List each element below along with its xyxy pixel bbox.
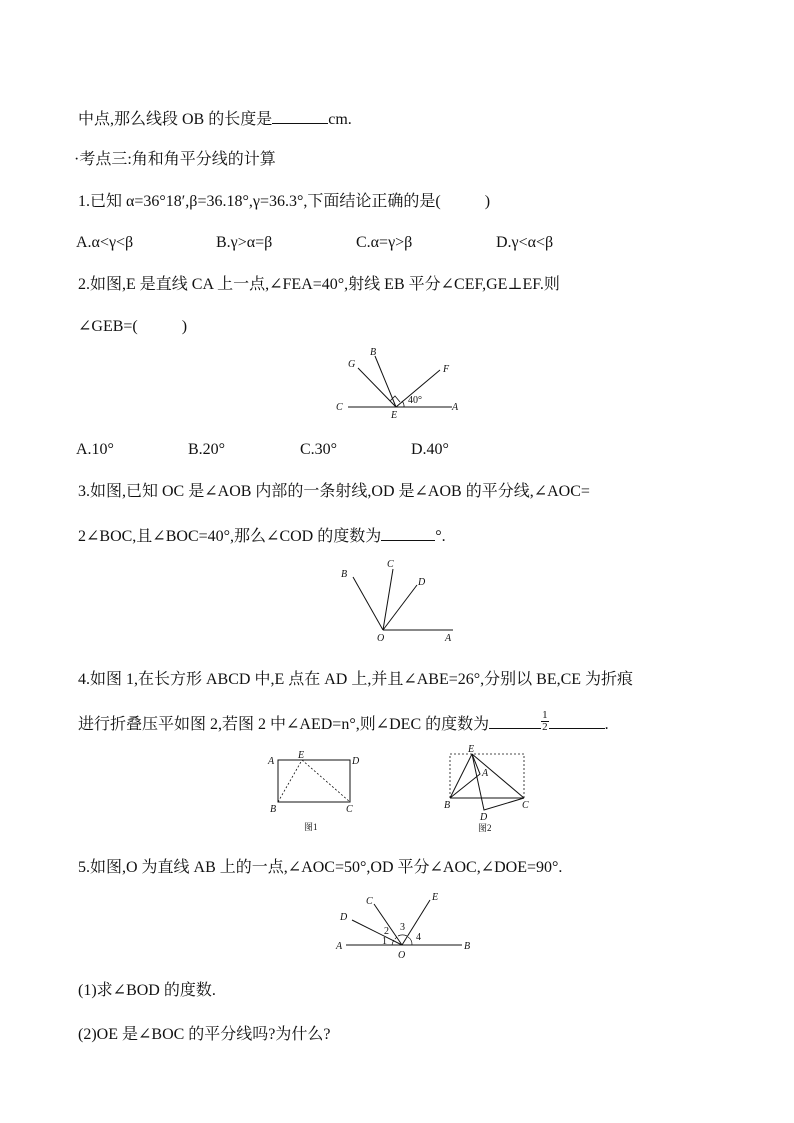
angle-number-2: 2 — [384, 926, 389, 937]
label-o: O — [377, 633, 385, 644]
label-e: E — [468, 744, 475, 755]
label-o: O — [398, 950, 406, 961]
question-2-close: ) — [181, 318, 188, 335]
ray-ob — [353, 577, 383, 630]
question-2-option-b: B.20° — [188, 441, 226, 458]
question-3-text: 2∠BOC,且∠BOC=40°,那么∠COD 的度数为 — [78, 528, 382, 545]
label-c: C — [336, 402, 343, 413]
question-1-option-d: D.γ<α<β — [496, 234, 554, 251]
label-b: B — [270, 804, 277, 815]
question-1-close: ) — [484, 193, 491, 210]
rectangle-abcd — [278, 760, 350, 802]
angle-4-arc — [408, 937, 412, 945]
label-b: B — [444, 800, 451, 811]
label-a: A — [268, 756, 275, 767]
label-a: A — [452, 402, 459, 413]
ray-od — [352, 920, 402, 945]
label-e: E — [432, 892, 439, 903]
label-c: C — [366, 896, 373, 907]
ray-eb — [375, 356, 396, 407]
label-c: C — [522, 800, 529, 811]
label-d: D — [418, 577, 426, 588]
label-g: G — [348, 359, 356, 370]
question-2-stem-line-2 — [78, 317, 187, 337]
question-4-stem-line-1: 4.如图 1,在长方形 ABCD 中,E 点在 AD 上,并且∠ABE=26°,分别以 BE,CE 为折痕 — [78, 671, 634, 688]
question-2-text: ∠GEB=( — [78, 318, 138, 335]
label-a: A — [336, 941, 343, 952]
angle-label-40: 40° — [408, 395, 422, 406]
label-e: E — [391, 410, 398, 421]
fraction-one-half: $\frac{1}{2}$ — [542, 708, 548, 733]
answer-blank — [272, 107, 328, 124]
angle-number-4: 4 — [416, 932, 421, 943]
angle-number-1: 1 — [382, 936, 387, 947]
question-1-stem — [78, 192, 490, 212]
folded-d — [472, 754, 524, 810]
label-a: A — [482, 768, 489, 779]
figure-1-caption: 图1 — [304, 822, 318, 832]
question-2-stem-line-1: 2.如图,E 是直线 CA 上一点,∠FEA=40°,射线 EB 平分∠CEF,GE⊥EF.则 — [78, 276, 560, 293]
angle-3-arc — [398, 935, 407, 936]
label-f: F — [443, 364, 450, 375]
ray-od — [383, 585, 417, 630]
label-e: E — [298, 750, 305, 761]
continued-question-text: 中点,那么线段 OB 的长度是 — [78, 111, 273, 128]
label-a: A — [445, 633, 452, 644]
question-1-option-a: A.α<γ<β — [76, 234, 134, 251]
angle-number-3: 3 — [400, 922, 405, 933]
question-5-stem: 5.如图,O 为直线 AB 上的一点,∠AOC=50°,OD 平分∠AOC,∠DOE=90°. — [78, 859, 563, 876]
ray-oc — [374, 904, 402, 945]
question-3-figure — [335, 555, 465, 645]
question-4-figure-2 — [440, 742, 540, 834]
question-1-text: 1.已知 α=36°18′,β=36.18°,γ=36.3°,下面结论正确的是( — [78, 193, 441, 210]
question-1-option-c: C.α=γ>β — [356, 234, 413, 251]
label-c: C — [387, 559, 394, 570]
angle-40-arc — [402, 401, 404, 407]
unit-text: cm. — [328, 111, 352, 128]
continued-question-line — [78, 107, 352, 130]
label-d: D — [340, 912, 348, 923]
answer-blank — [549, 712, 605, 729]
folded-a — [450, 754, 480, 798]
question-2-option-a: A.10° — [76, 441, 114, 458]
question-2-option-c: C.30° — [300, 441, 338, 458]
question-3-stem-line-1: 3.如图,已知 OC 是∠AOB 内部的一条射线,OD 是∠AOB 的平分线,∠AOC= — [78, 483, 590, 500]
ray-oc — [383, 569, 393, 630]
label-d: D — [480, 812, 488, 823]
question-2-figure — [330, 340, 470, 425]
fold-be — [450, 754, 472, 798]
label-b: B — [370, 347, 377, 358]
question-5-part-1: (1)求∠BOD 的度数. — [78, 982, 216, 999]
label-c: C — [346, 804, 353, 815]
question-1-option-b: B.γ>α=β — [216, 234, 273, 251]
question-4-figure-1 — [262, 750, 372, 835]
crease-be — [278, 760, 302, 802]
answer-blank — [381, 524, 435, 541]
question-2-option-d: D.40° — [411, 441, 449, 458]
question-5-part-2: (2)OE 是∠BOC 的平分线吗?为什么? — [78, 1026, 331, 1043]
figure-2-caption: 图2 — [478, 823, 492, 833]
degree-suffix: °. — [435, 528, 446, 545]
question-5-figure — [332, 888, 482, 963]
label-b: B — [341, 569, 348, 580]
question-3-stem-line-2 — [78, 524, 446, 547]
crease-ce — [302, 760, 350, 802]
label-b: B — [464, 941, 471, 952]
section-heading: ·考点三:角和角平分线的计算 — [74, 151, 276, 168]
question-4-text: 进行折叠压平如图 2,若图 2 中∠AED=n°,则∠DEC 的度数为 — [78, 716, 490, 733]
label-d: D — [352, 756, 360, 767]
question-4-stem-line-2: 进行折叠压平如图 2,若图 2 中∠AED=n°,则∠DEC 的度数为 $\frac{1}{2}$ . — [78, 708, 609, 733]
